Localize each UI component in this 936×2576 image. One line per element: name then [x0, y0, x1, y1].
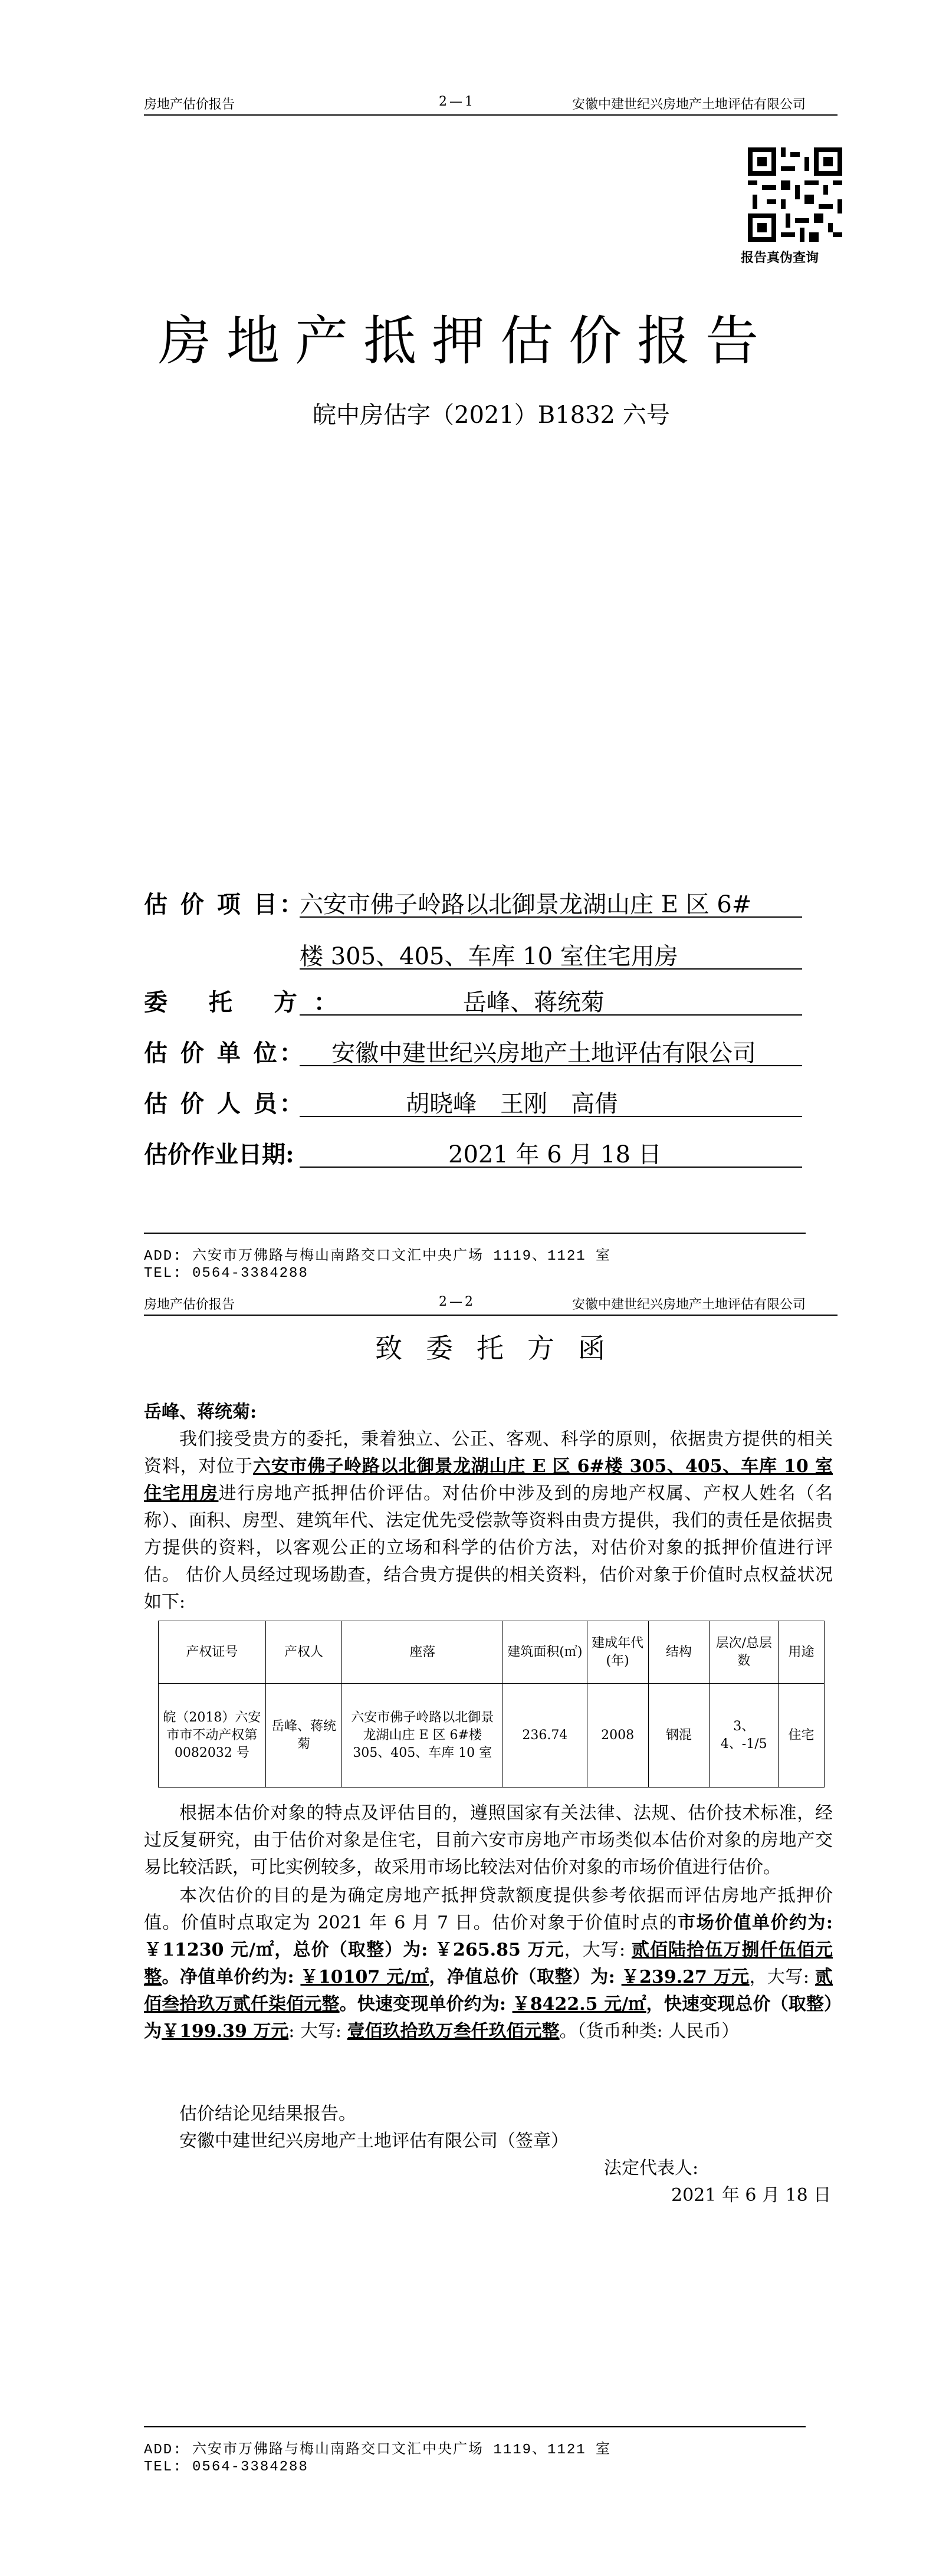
client-underline: [300, 1014, 802, 1016]
para3-text-o: : 大写:: [288, 2021, 347, 2042]
table-header: 产权证号: [159, 1621, 266, 1684]
table-header: 层次/总层数: [710, 1621, 779, 1684]
paragraph-3: [144, 1882, 833, 2045]
qr-code-icon[interactable]: [748, 147, 842, 242]
table-cell: 住宅: [779, 1684, 825, 1788]
footer-address: ADD: 六安市万佛路与梅山南路交口文汇中央广场 1119、1121 室: [144, 1248, 612, 1264]
project-underline-1: [300, 916, 802, 918]
staff-value: 胡晓峰 王刚 高倩: [406, 1090, 618, 1118]
legal-representative: 法定代表人:: [604, 2158, 699, 2179]
report-number: 皖中房估字（2021）B1832 六号: [313, 402, 670, 429]
para3-text-e: 。净值单价约为:: [162, 1967, 301, 1987]
table-cell: 六安市佛子岭路以北御景龙湖山庄 E 区 6#楼 305、405、车库 10 室: [342, 1684, 503, 1788]
table-header: 建成年代(年): [587, 1621, 648, 1684]
footer-divider: [144, 2426, 806, 2427]
quick-sale-total-caps: 壹佰玖拾玖万叁仟玖佰元整: [347, 2021, 560, 2042]
header-divider: [144, 1315, 838, 1316]
table-header: 结构: [648, 1621, 710, 1684]
page-header-left: 房地产估价报告: [144, 97, 235, 112]
table-header-row: [159, 1621, 825, 1684]
para3-text-g: ，净值总价（取整）为:: [429, 1967, 622, 1987]
letter-date: 2021 年 6 月 18 日: [671, 2185, 832, 2206]
footer-tel: TEL: 0564-3384288: [144, 2459, 308, 2475]
header-divider: [144, 114, 838, 116]
unit-underline: [300, 1065, 802, 1066]
table-cell: 3、4、-1/5: [710, 1684, 779, 1788]
unit-label: 估 价 单 位：: [144, 1039, 306, 1067]
date-label: 估价作业日期:: [144, 1141, 294, 1168]
quick-sale-total-price: ￥199.39 万元: [162, 2021, 289, 2042]
footer-divider: [144, 1233, 806, 1234]
paragraph-2: 根据本估价对象的特点及评估目的，遵照国家有关法律、法规、估价技术标准，经过反复研究，由于估价对象是住宅，目前六安市房地产市场类似本估价对象的房地产交易比较活跃，可比实例较多，故采用市场比较法对估价对象的市场价值进行估价。: [144, 1803, 833, 1878]
table-cell: 236.74: [503, 1684, 587, 1788]
table-cell: 皖（2018）六安市市不动产权第 0082032 号: [159, 1684, 266, 1788]
page-header-right: 安徽中建世纪兴房地产土地评估有限公司: [572, 1297, 806, 1312]
qr-caption: 报告真伪查询: [741, 250, 819, 265]
report-title: 房地产抵押估价报告: [158, 310, 774, 372]
para3-text-m: ，快速变现总价（取整）为: [144, 1994, 833, 2042]
letter-title: 致委托方函: [375, 1332, 629, 1364]
para1-text-a: 我们接受贵方的委托，秉着独立、公正、客观、科学的原则，依据贵方提供的相关资料，对位于: [144, 1429, 833, 1477]
quick-sale-unit-price: ￥8422.5 元/㎡: [512, 1994, 646, 2015]
para3-text-a: 本次估价的目的是为确定房地产抵押贷款额度提供参考依据而评估房地产抵押价值。价值时点取定为 2021 年 6 月 7 日。估价对象于价值时点的: [144, 1885, 833, 1933]
para3-text-q: 。（货币种类: 人民币）: [559, 2021, 740, 2042]
table-header: 座落: [342, 1621, 503, 1684]
table-header: 产权人: [265, 1621, 342, 1684]
property-address-bold: 六安市佛子岭路以北御景龙湖山庄 E 区 6#楼 305、405、车库 10 室住宅用房: [144, 1456, 833, 1504]
net-unit-price: ￥10107 元/㎡: [300, 1967, 429, 1987]
table-row: [159, 1684, 825, 1788]
page-number: 2—1: [439, 94, 475, 109]
para3-text-c: ，大写:: [564, 1940, 632, 1960]
unit-value: 安徽中建世纪兴房地产土地评估有限公司: [331, 1040, 756, 1067]
project-value-line2: 楼 305、405、车库 10 室住宅用房: [300, 943, 678, 970]
market-value: 市场价值单价约为: ￥11230 元/㎡，总价（取整）为: ￥265.85 万元: [144, 1913, 833, 1960]
table-cell: 2008: [587, 1684, 648, 1788]
table-cell: 钢混: [648, 1684, 710, 1788]
client-label: 委 托 方：: [144, 988, 354, 1016]
property-table: [158, 1621, 825, 1788]
signoff-company: 安徽中建世纪兴房地产土地评估有限公司（签章）: [179, 2131, 569, 2151]
page-header-left: 房地产估价报告: [144, 1297, 235, 1312]
date-value: 2021 年 6 月 18 日: [448, 1141, 662, 1168]
footer-tel: TEL: 0564-3384288: [144, 1266, 308, 1282]
staff-label: 估 价 人 员：: [144, 1090, 306, 1118]
table-header: 建筑面积(㎡): [503, 1621, 587, 1684]
para3-text-i: ，大写:: [749, 1967, 815, 1987]
net-total-price: ￥239.27 万元: [621, 1967, 750, 1987]
date-underline: [300, 1167, 802, 1168]
staff-underline: [300, 1116, 802, 1117]
footer-address: ADD: 六安市万佛路与梅山南路交口文汇中央广场 1119、1121 室: [144, 2442, 612, 2458]
paragraph-1: [144, 1426, 833, 1616]
table-header: 用途: [779, 1621, 825, 1684]
page-header-right: 安徽中建世纪兴房地产土地评估有限公司: [572, 97, 806, 112]
para3-text-k: 。快速变现单价约为:: [339, 1994, 513, 2015]
paragraph-4: 估价结论见结果报告。: [179, 2104, 356, 2124]
net-total-caps: 贰佰叁拾玖万贰仟柒佰元整: [144, 1967, 833, 2015]
market-value-caps: 贰佰陆拾伍万捌仟伍佰元整: [144, 1940, 833, 1987]
para1-text-c: 进行房地产抵押估价评估。对估价中涉及到的房地产权属、产权人姓名（名称）、面积、房型、建筑年代、法定优先受偿款等资料由贵方提供，我们的责任是依据贵方提供的资料，以客观公正的立场和科学的估价方法，对估价对象的抵押价值进行评估。 估价人员经过现场勘查，结合贵方提供的相关资料，估价对象于价值时点权益状况如下:: [144, 1483, 833, 1612]
project-value-line1: 六安市佛子岭路以北御景龙湖山庄 E 区 6#: [300, 891, 752, 918]
project-underline-2: [300, 968, 802, 970]
table-cell: 岳峰、蒋统菊: [265, 1684, 342, 1788]
page-number: 2—2: [439, 1294, 475, 1309]
salutation: 岳峰、蒋统菊:: [144, 1402, 257, 1422]
project-label: 估 价 项 目：: [144, 891, 306, 918]
client-value: 岳峰、蒋统菊: [463, 989, 605, 1016]
